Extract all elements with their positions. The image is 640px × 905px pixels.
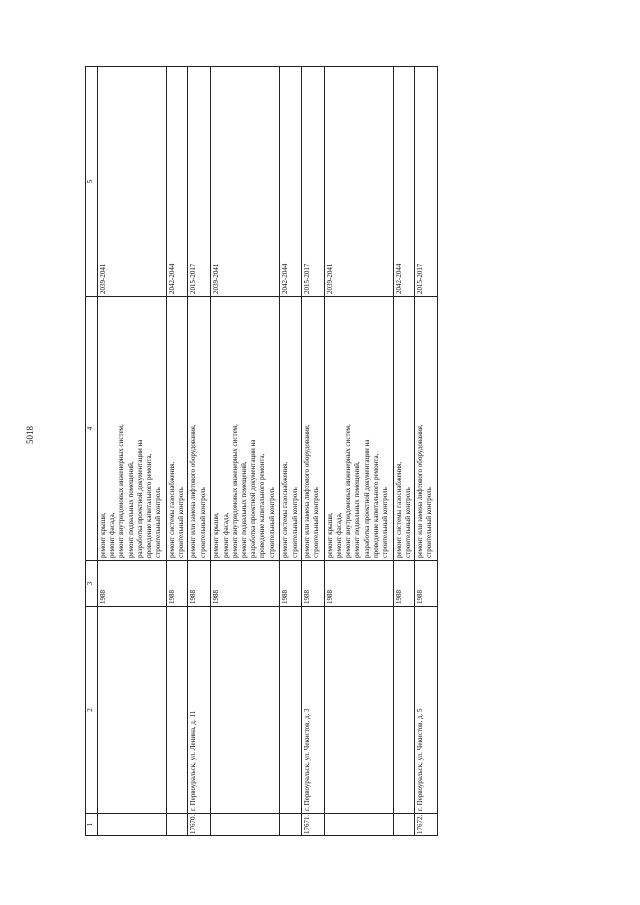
table-row xyxy=(98,67,167,836)
row-year: 1988 xyxy=(167,561,188,607)
row-address xyxy=(98,607,167,814)
work-item: ремонт фасада, xyxy=(108,512,117,558)
work-item: ремонт системы газоснабжения, xyxy=(394,461,403,558)
row-works xyxy=(301,297,324,561)
row-period: 2015-2017 xyxy=(188,67,211,297)
work-item: строительный контроль xyxy=(198,487,207,558)
row-number xyxy=(211,814,280,836)
row-period: 2039-2041 xyxy=(324,67,393,297)
row-works xyxy=(211,297,280,561)
row-period: 2042-2044 xyxy=(393,67,414,297)
row-period: 2039-2041 xyxy=(98,67,167,297)
work-item: ремонт внутридомовых инженерных систем, xyxy=(117,424,126,558)
row-year: 1988 xyxy=(280,561,301,607)
work-item: ремонт фасада, xyxy=(335,512,344,558)
row-works xyxy=(415,297,438,561)
header-col-1: 1 xyxy=(86,814,98,836)
row-works xyxy=(167,297,188,561)
row-number xyxy=(98,814,167,836)
row-year: 1988 xyxy=(415,561,438,607)
table-row xyxy=(280,67,301,836)
work-item: ремонт крыши, xyxy=(325,512,334,558)
header-col-4: 4 xyxy=(86,297,98,561)
work-item: строительный контроль xyxy=(404,487,413,558)
row-works xyxy=(324,297,393,561)
header-row xyxy=(86,67,98,836)
row-year: 1988 xyxy=(324,561,393,607)
work-item: проведение капитального ремонта, xyxy=(145,453,154,558)
row-works xyxy=(280,297,301,561)
row-address xyxy=(167,607,188,814)
row-address xyxy=(280,607,301,814)
header-col-3: 3 xyxy=(86,561,98,607)
work-item: строительный контроль xyxy=(154,487,163,558)
work-item: строительный контроль xyxy=(425,487,434,558)
row-number: 17670. xyxy=(188,814,211,836)
row-period: 2042-2044 xyxy=(280,67,301,297)
table-row xyxy=(393,67,414,836)
table-row xyxy=(188,67,211,836)
row-period: 2039-2041 xyxy=(211,67,280,297)
row-number xyxy=(167,814,188,836)
row-year: 1988 xyxy=(211,561,280,607)
work-item: разработка проектной документации на xyxy=(362,439,371,558)
work-item: ремонт фасада, xyxy=(221,512,230,558)
row-number: 17672. xyxy=(415,814,438,836)
work-item: разработка проектной документации на xyxy=(249,439,258,558)
row-number xyxy=(393,814,414,836)
row-year: 1988 xyxy=(301,561,324,607)
row-period: 2015-2017 xyxy=(301,67,324,297)
row-address xyxy=(324,607,393,814)
rotated-table-container xyxy=(85,76,545,836)
row-works xyxy=(188,297,211,561)
row-year: 1988 xyxy=(393,561,414,607)
row-period: 2015-2017 xyxy=(415,67,438,297)
work-item: ремонт или замена лифтового оборудования, xyxy=(189,424,198,558)
work-item: разработка проектной документации на xyxy=(135,439,144,558)
work-item: ремонт крыши, xyxy=(212,512,221,558)
row-address xyxy=(393,607,414,814)
row-address: г. Первоуральск, ул. Ленина, д. 11 xyxy=(188,607,211,814)
work-item: строительный контроль xyxy=(312,487,321,558)
row-works xyxy=(98,297,167,561)
work-item: проведение капитального ремонта, xyxy=(258,453,267,558)
row-year: 1988 xyxy=(188,561,211,607)
capital-repair-table xyxy=(85,66,438,836)
work-item: строительный контроль xyxy=(381,487,390,558)
row-period: 2042-2044 xyxy=(167,67,188,297)
work-item: строительный контроль xyxy=(290,487,299,558)
work-item: проведение капитального ремонта, xyxy=(371,453,380,558)
table-row xyxy=(415,67,438,836)
row-number: 17671. xyxy=(301,814,324,836)
work-item: ремонт внутридомовых инженерных систем, xyxy=(344,424,353,558)
table-row xyxy=(324,67,393,836)
work-item: ремонт или замена лифтового оборудования, xyxy=(416,424,425,558)
header-col-5: 5 xyxy=(86,67,98,297)
table-row xyxy=(167,67,188,836)
work-item: ремонт крыши, xyxy=(99,512,107,558)
work-item: строительный контроль xyxy=(177,487,186,558)
table-row xyxy=(211,67,280,836)
header-col-2: 2 xyxy=(86,607,98,814)
work-item: строительный контроль xyxy=(267,487,276,558)
work-item: ремонт системы газоснабжения, xyxy=(281,461,290,558)
row-address xyxy=(211,607,280,814)
work-item: ремонт подвальных помещений, xyxy=(240,461,249,558)
work-item: ремонт или замена лифтового оборудования, xyxy=(302,424,311,558)
row-number xyxy=(324,814,393,836)
work-item: ремонт внутридомовых инженерных систем, xyxy=(230,424,239,558)
row-year: 1988 xyxy=(98,561,167,607)
row-works xyxy=(393,297,414,561)
table-row xyxy=(301,67,324,836)
work-item: ремонт системы газоснабжения, xyxy=(168,461,176,558)
page-number: 5018 xyxy=(25,426,35,444)
row-number xyxy=(280,814,301,836)
row-address: г. Первоуральск, ул. Чекистов, д. 3 xyxy=(301,607,324,814)
row-address: г. Первоуральск, ул. Чекистов, д. 5 xyxy=(415,607,438,814)
work-item: ремонт подвальных помещений, xyxy=(353,461,362,558)
work-item: ремонт подвальных помещений, xyxy=(126,461,135,558)
